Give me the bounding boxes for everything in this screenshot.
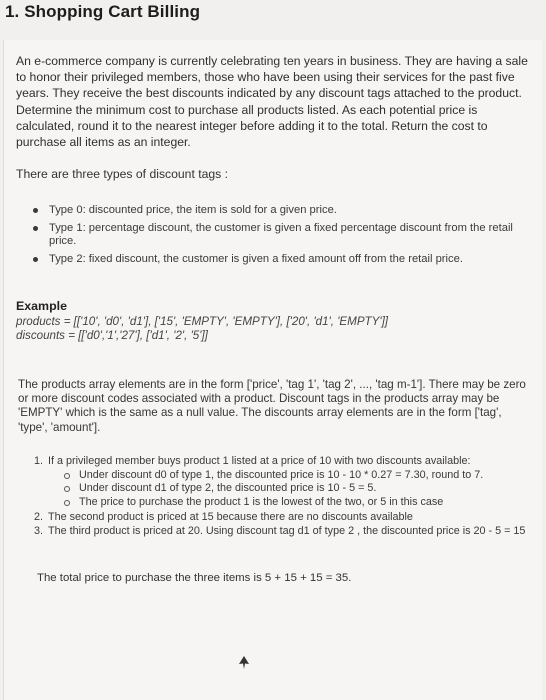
total-line: The total price to purchase the three items is 5 + 15 + 15 = 35. [37, 571, 352, 584]
example-heading: Example [16, 299, 67, 314]
sub-text: Under discount d0 of type 1, the discounted price is 10 - 10 * 0.27 = 7.30, round to 7. [79, 468, 484, 481]
step-number: 2. [34, 510, 44, 523]
intro-paragraph: An e-commerce company is currently celebrating ten years in business. They are having a sale to honor their privileged members, those who have been using their services for the past five years. They receive the best discounts indicated by any discount tags attached to the product. Determine the minimum cost to purchase all products listed. As each potential price is calculated, round it to the nearest integer before adding it to the total. Return the cost to purchase all items as an integer. [16, 54, 528, 150]
type-1-text: Type 1: percentage discount, the customer is given a fixed percentage discount from the retail price. [49, 221, 513, 248]
list-item [48, 469, 530, 483]
bullet-icon [33, 226, 38, 231]
problem-statement-panel [3, 40, 542, 700]
step-number: 3. [34, 525, 44, 538]
list-item [16, 253, 530, 267]
step-text: If a privileged member buys product 1 listed at a price of 10 with two discounts available: [48, 455, 471, 468]
problem-title: 1. Shopping Cart Billing [5, 2, 201, 21]
type-0-text: Type 0: discounted price, the item is sold for a given price. [49, 204, 337, 217]
list-item [16, 511, 530, 525]
problem-content [16, 53, 530, 586]
list-item [16, 455, 530, 509]
products-line: products = [['10', 'd0', 'd1'], ['15', 'EMPTY', 'EMPTY'], ['20', 'd1', 'EMPTY']] [16, 314, 389, 328]
discount-types-list [16, 204, 530, 266]
explanation-paragraph: The products array elements are in the form ['price', 'tag 1', 'tag 2', ..., 'tag m-1']. There may be zero or more discount codes associated with a product. Discount tags in the products array may be 'EMPTY' which is the same as a null value. The discounts array elements are in the form ['tag', 'type', 'amount']. [18, 377, 526, 434]
step-number: 1. [34, 455, 44, 468]
types-heading: There are three types of discount tags : [16, 167, 229, 182]
bullet-icon [33, 208, 38, 213]
sub-text: Under discount d1 of type 2, the discounted price is 10 - 5 = 5. [79, 482, 377, 495]
hollow-bullet-icon [64, 486, 70, 492]
sub-list [48, 469, 530, 510]
list-item [48, 482, 530, 496]
list-item [48, 496, 530, 510]
discounts-line: discounts = [['d0','1','27'], ['d1', '2', '5']] [16, 329, 208, 343]
sub-text: The price to purchase the product 1 is the lowest of the two, or 5 in this case [79, 496, 444, 509]
bullet-icon [33, 257, 38, 262]
list-item [16, 525, 530, 539]
list-item [16, 204, 530, 218]
list-item [16, 222, 530, 249]
mouse-pointer-icon [238, 656, 250, 670]
step-text: The second product is priced at 15 because there are no discounts available [48, 510, 413, 523]
type-2-text: Type 2: fixed discount, the customer is given a fixed amount off from the retail price. [49, 252, 463, 265]
example-steps-list [16, 455, 530, 539]
hollow-bullet-icon [64, 500, 70, 506]
hollow-bullet-icon [64, 473, 70, 479]
step-text: The third product is priced at 20. Using discount tag d1 of type 2 , the discounted price is 20 - 5 = 15 [48, 525, 526, 538]
